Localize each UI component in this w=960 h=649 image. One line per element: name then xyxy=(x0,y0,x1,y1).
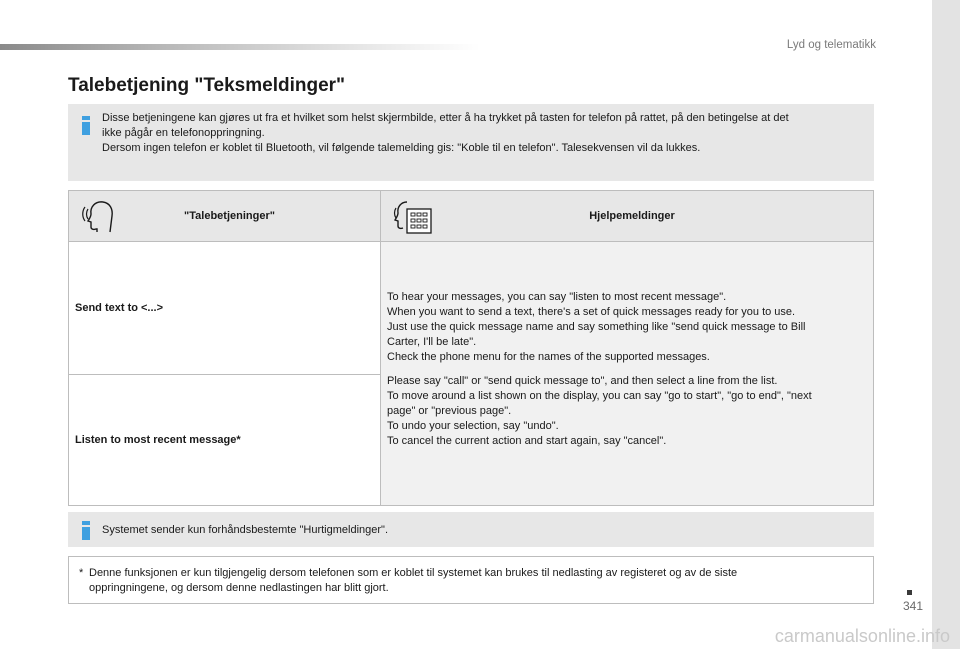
help-line: When you want to send a text, there's a set of quick messages ready for you to use. xyxy=(387,305,796,318)
command-listen-recent: Listen to most recent message* xyxy=(69,375,381,506)
header-rule xyxy=(0,44,480,50)
help-line: Check the phone menu for the names of the supported messages. xyxy=(387,350,710,363)
footnote xyxy=(68,556,874,604)
header-help-label: Hjelpemeldinger xyxy=(589,210,675,222)
help-line: Please say "call" or "send quick message to", and then select a line from the list. xyxy=(387,374,778,387)
side-strip xyxy=(932,0,960,649)
info-line-1: Disse betjeningene kan gjøres ut fra et hvilket som helst skjermbilde, etter å ha trykket på tasten for telefon på rattet, på den betingelse at det xyxy=(102,112,789,124)
page-marker xyxy=(907,590,912,595)
page-title: Talebetjening "Teksmeldinger" xyxy=(68,75,346,96)
section-title: Lyd og telematikk xyxy=(786,39,876,51)
help-line: Carter, I'll be late". xyxy=(387,335,477,348)
watermark: carmanualsonline.info xyxy=(774,626,950,646)
footnote-line-1: Denne funksjonen er kun tilgjengelig dersom telefonen som er koblet til systemet kan brukes til nedlasting av registeret og av de siste xyxy=(89,567,738,579)
page-number: 341 xyxy=(903,599,924,613)
info-icon xyxy=(82,116,91,135)
help-line: To hear your messages, you can say "listen to most recent message". xyxy=(387,290,727,303)
header-help-messages xyxy=(381,191,874,242)
header-voice-label: "Talebetjeninger" xyxy=(184,210,275,222)
info-box-quick-messages xyxy=(68,512,874,547)
footnote-star: * xyxy=(79,567,84,579)
help-messages-cell xyxy=(381,242,874,506)
header-voice-commands xyxy=(69,191,381,242)
info-line-3: Dersom ingen telefon er koblet til Bluetooth, vil følgende talemelding gis: "Koble til en telefon". Talesekvensen vil da lukkes. xyxy=(102,142,701,154)
help-line: To cancel the current action and start again, say "cancel". xyxy=(387,434,667,447)
command-send-text: Send text to <...> xyxy=(69,242,381,375)
info-line-2: ikke pågår en telefonoppringning. xyxy=(102,127,265,139)
info-quick-messages-text: Systemet sender kun forhåndsbestemte "Hurtigmeldinger". xyxy=(102,524,389,536)
help-line: To undo your selection, say "undo". xyxy=(387,419,559,432)
speaking-head-keypad-icon xyxy=(393,199,437,238)
info-box-top xyxy=(68,104,874,181)
speaking-head-icon xyxy=(81,199,117,236)
voice-command-table xyxy=(68,190,874,506)
help-line: To move around a list shown on the display, you can say "go to start", "go to end", "next xyxy=(387,389,812,402)
help-paragraph-2 xyxy=(387,374,847,449)
help-line: Just use the quick message name and say something like "send quick message to Bill xyxy=(387,320,806,333)
help-line: page" or "previous page". xyxy=(387,404,512,417)
footnote-line-2: oppringningene, og dersom denne nedlastingen har blitt gjort. xyxy=(89,582,389,594)
info-icon xyxy=(82,521,91,540)
help-paragraph-1 xyxy=(387,290,847,365)
